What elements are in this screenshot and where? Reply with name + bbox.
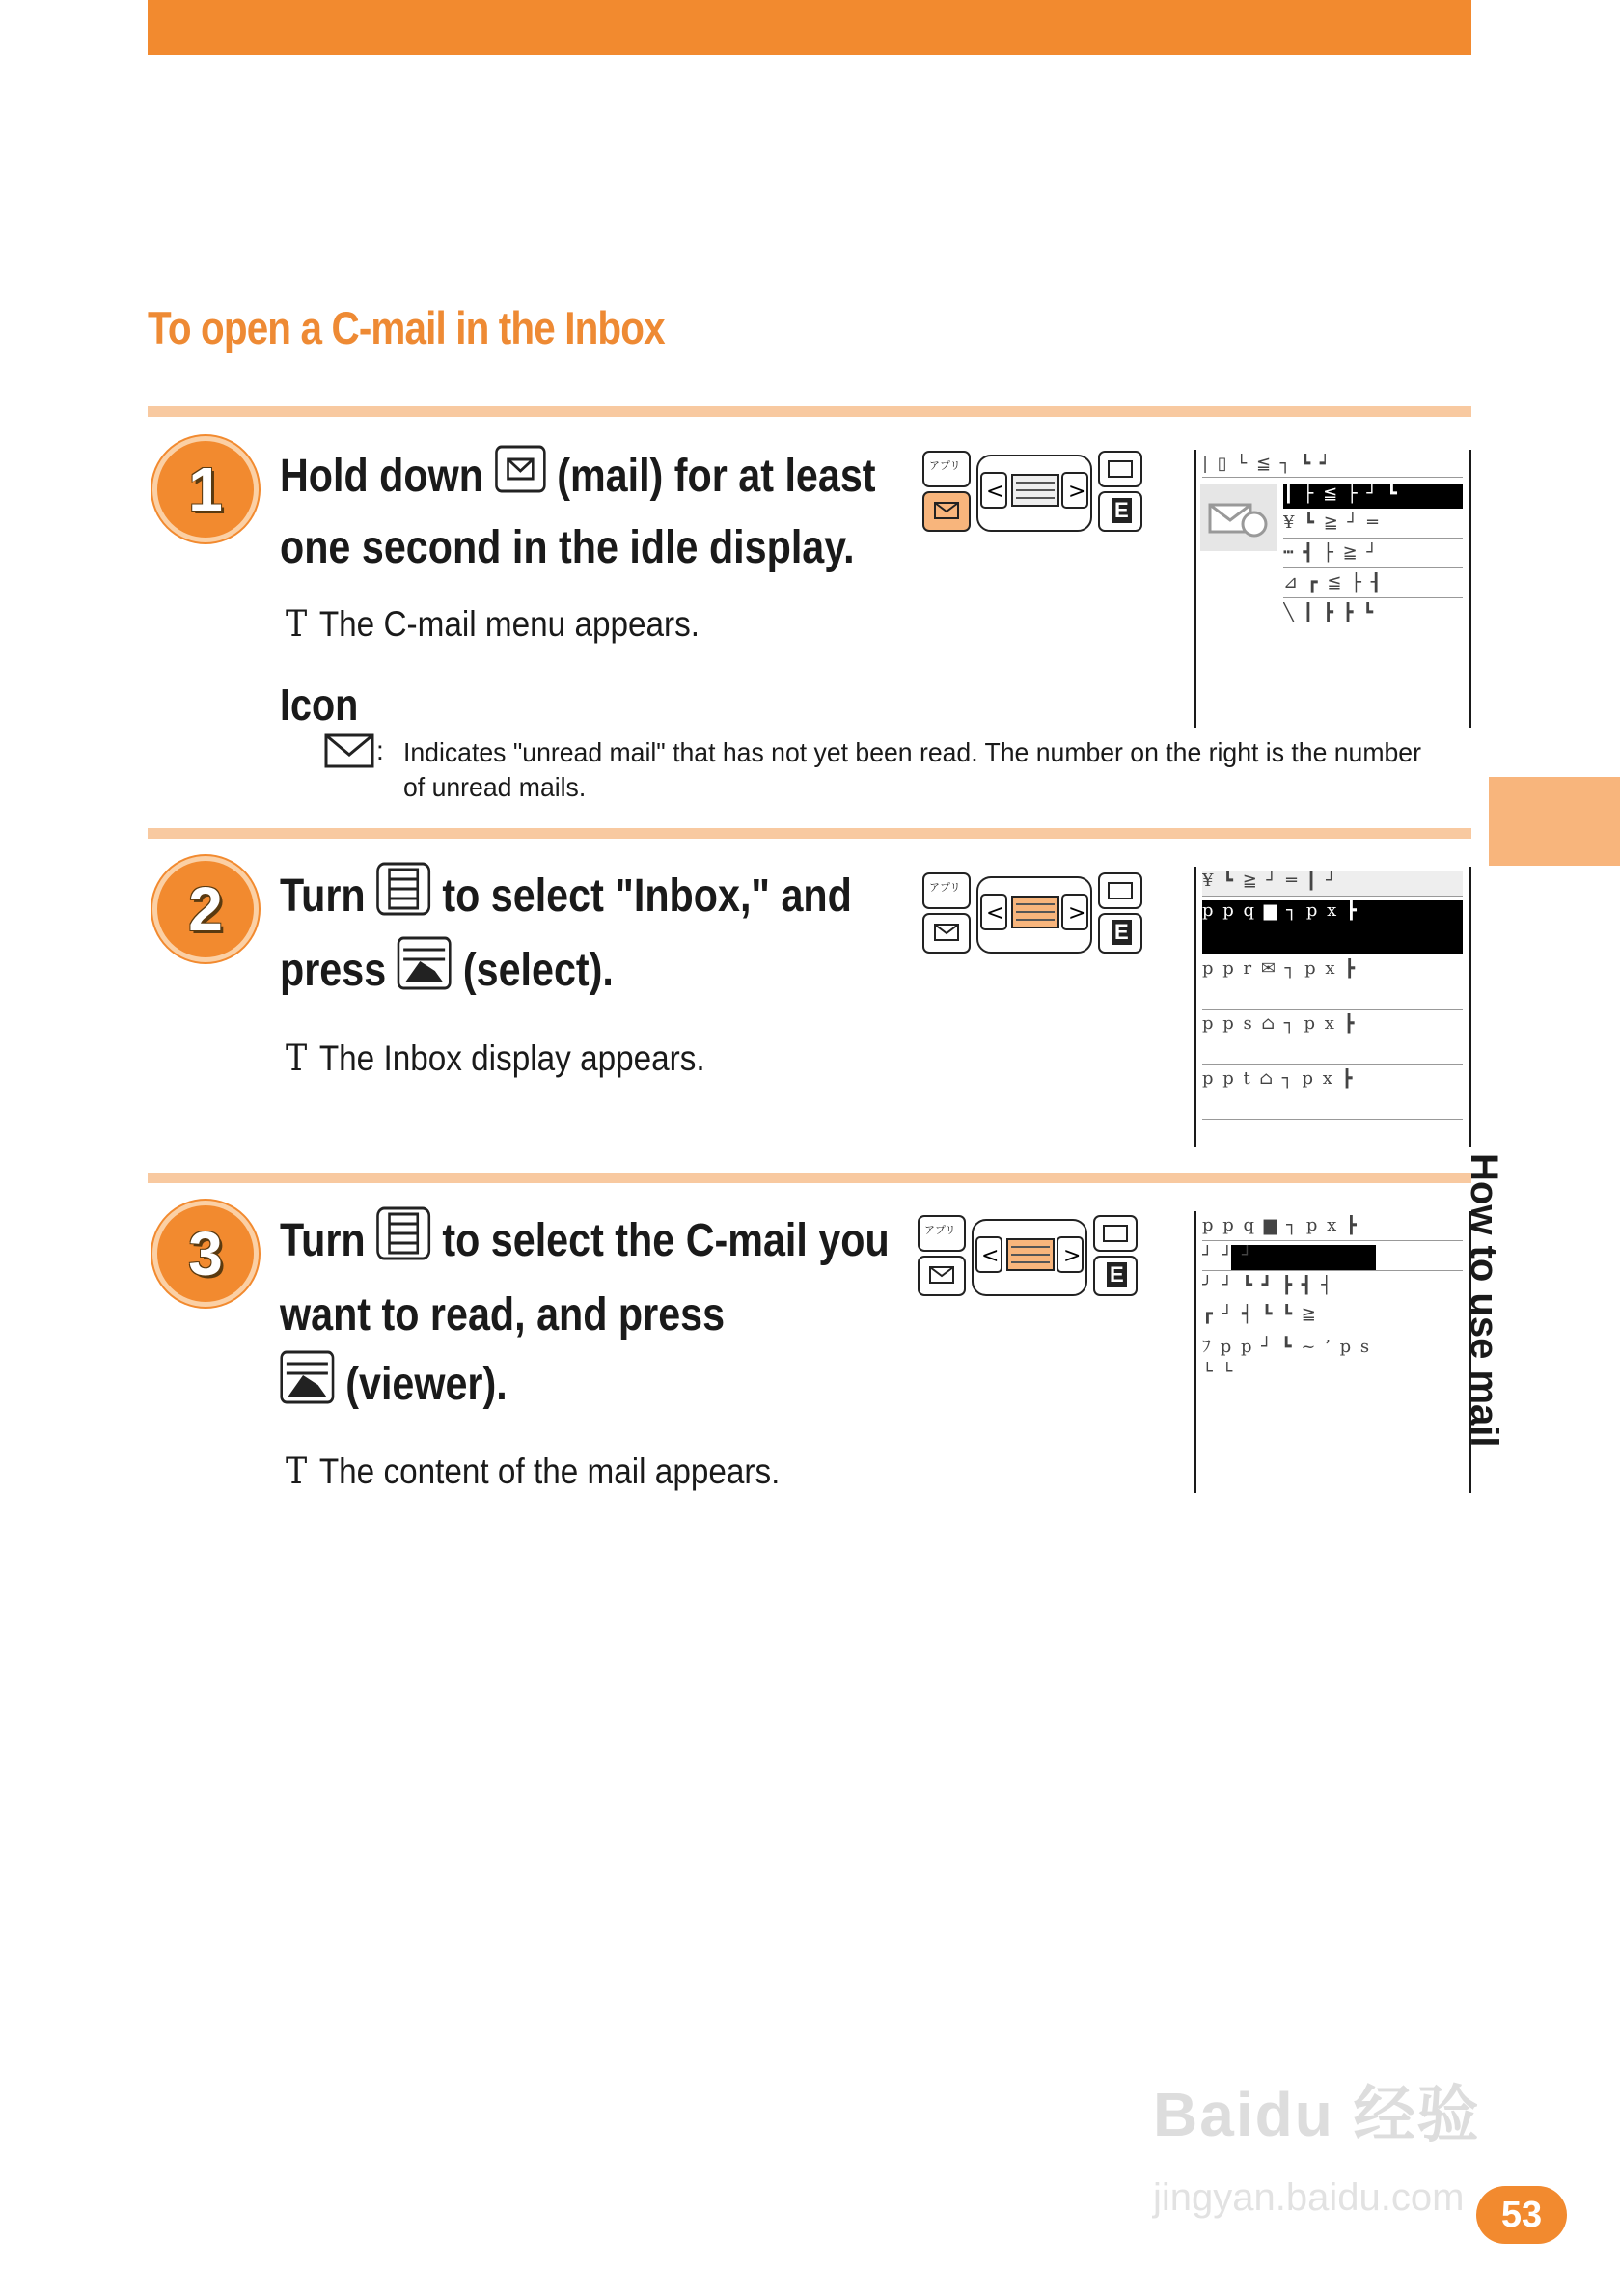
chapter-label: How to use mail: [1463, 1153, 1505, 1448]
step-3-heading: Turn to select the C-mail you want to read, and press (viewer).: [280, 1206, 890, 1425]
keypad-diagram: < > アプリ E: [917, 1214, 1139, 1306]
mail-key-icon: [494, 444, 545, 513]
cmail-envelope-icon: [1200, 484, 1277, 551]
section-title: To open a C-mail in the Inbox: [148, 302, 665, 353]
step-2-result: T The Inbox display appears.: [286, 1037, 705, 1079]
chapter-side-tab: [1489, 777, 1620, 866]
select-key-icon: [398, 936, 453, 1010]
icon-description: Indicates "unread mail" that has not yet been read. The number on the right is the number of unread mails.: [403, 737, 1421, 802]
viewer-key-icon: [280, 1350, 335, 1425]
step-3-result: T The content of the mail appears.: [286, 1451, 781, 1492]
top-accent-bar: [148, 0, 1471, 55]
icon-colon: :: [376, 735, 384, 765]
watermark-logo: Baidu 经验: [1153, 2080, 1481, 2149]
step-1-heading: Hold down (mail) for at least one second in the idle display.: [280, 442, 876, 583]
step-3-badge: 3: [152, 1201, 259, 1307]
svg-text:<: <: [986, 901, 1004, 926]
svg-text:<: <: [986, 480, 1004, 504]
divider-rule: [148, 828, 1471, 839]
step-1-badge: 1: [152, 436, 259, 542]
svg-text:>: >: [1063, 1244, 1082, 1268]
icon-section-title: Icon: [280, 679, 359, 730]
keypad-diagram: < > アプリ E: [921, 450, 1143, 541]
svg-text:>: >: [1068, 901, 1086, 926]
divider-rule: [148, 1173, 1471, 1183]
keypad-diagram: < > アプリ E: [921, 871, 1143, 963]
page-number: 53: [1476, 2186, 1567, 2244]
step-2-heading: Turn to select "Inbox," and press (select).: [280, 862, 852, 1010]
step-1-result: T The C-mail menu appears.: [286, 603, 700, 645]
watermark-url: jingyan.baidu.com: [1153, 2176, 1465, 2219]
phone-screen-inbox: ¥ ┗ ≧ ┘ ═ ┃ ┘ p p q ▆ ┐ p x ┣ p p r ✉ ┐ p x ┣ p p s ⌂ ┐ p x ┣ p p t ⌂ ┐ p x ┣: [1194, 867, 1471, 1147]
svg-text:<: <: [981, 1244, 1000, 1268]
unread-mail-icon: [324, 733, 374, 773]
phone-screen-cmail-menu: | ▯ └ ≦ ┐ ┗ ┙ ┃ ├ ≦ ├ ┘ ┗ ¥ ┗ ≧ ┘ ═ ┅ ┫ ├ ≧ ┘ ⊿ ┏ ≦ ├ ┨ ╲ ┃ ┣ ┣ ┗: [1194, 450, 1471, 728]
svg-text:>: >: [1068, 480, 1086, 504]
step-2-badge: 2: [152, 856, 259, 962]
dial-icon: [376, 862, 431, 936]
divider-rule: [148, 406, 1471, 417]
phone-screen-mail-viewer: p p q ▆ ┐ p x ┣ ┘ ┘ ┘ ╯ ┘ ┗ ┛ ┣ ┫ ┤ ┏ ┘ ┥ ┗ ┗ ≧ ﾌ p p ┘ ┗ ~ ’ p s └ └: [1194, 1211, 1471, 1493]
dial-icon: [376, 1206, 431, 1281]
